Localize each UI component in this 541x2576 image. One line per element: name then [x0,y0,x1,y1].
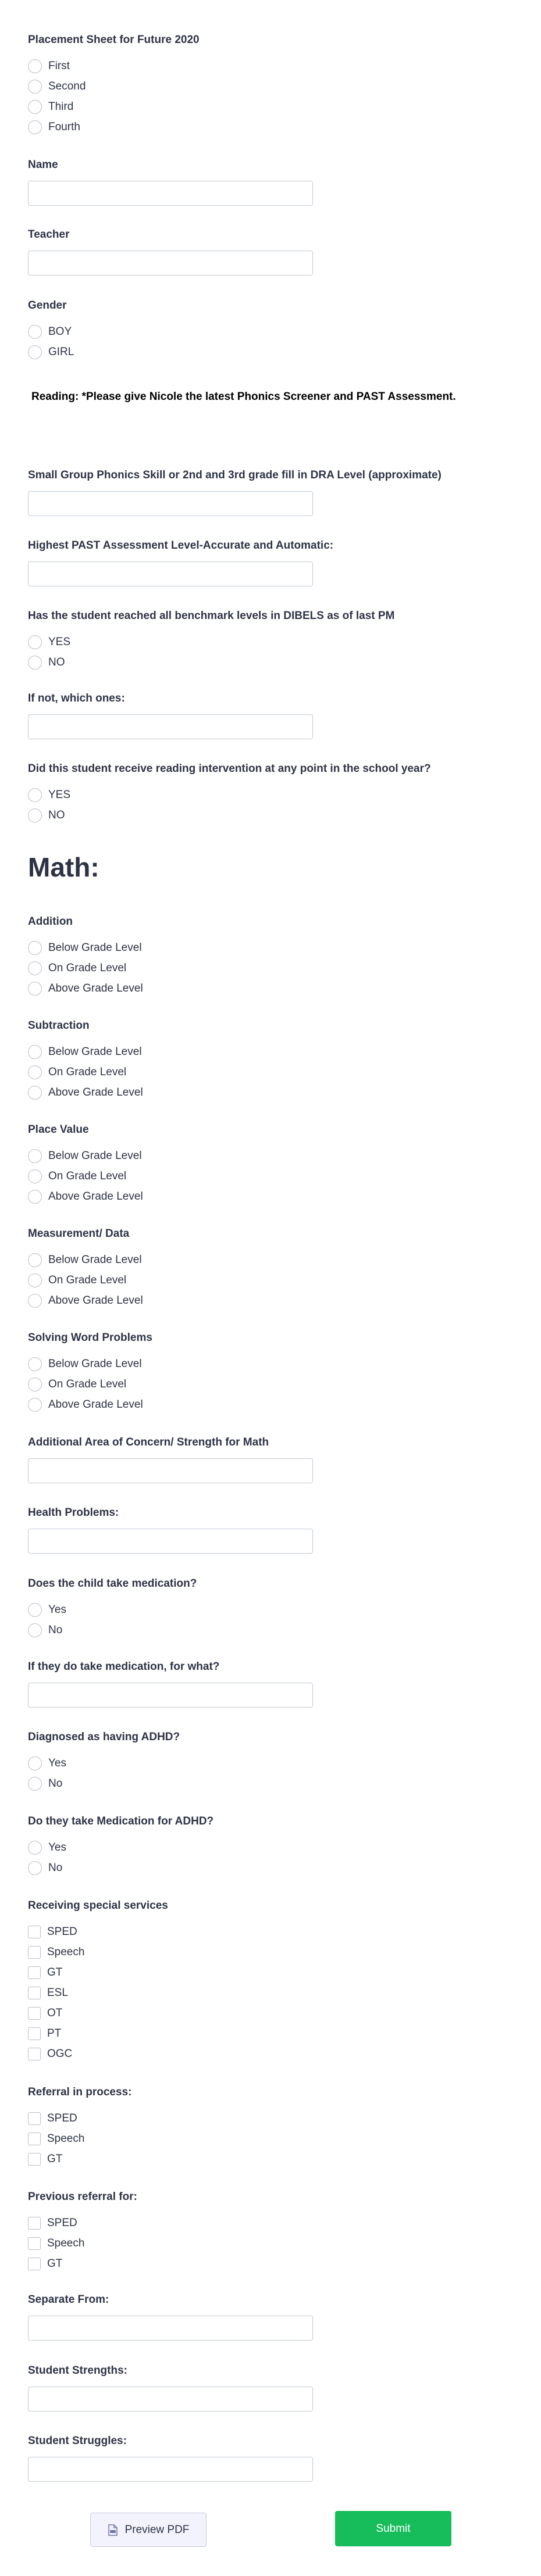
question-struggles [28,2434,513,2482]
radio-button[interactable] [28,961,42,975]
radio-option[interactable] [28,321,513,342]
question-label: Receiving special services [28,1899,168,1912]
checkbox-option[interactable] [28,2108,513,2128]
question-subtraction [28,1018,513,1103]
checkbox[interactable] [28,2217,41,2230]
question-adhd [28,1730,513,1794]
radio-button[interactable] [28,1623,42,1637]
radio-option[interactable] [28,1250,513,1270]
option-label: Speech [47,2237,85,2249]
checkbox-option[interactable] [28,2128,513,2149]
highest-past-input[interactable] [28,561,313,586]
option-label: Below Grade Level [48,1253,142,1266]
question-label: Has the student reached all benchmark levels in DIBELS as of last PM [28,610,395,622]
option-label: Above Grade Level [48,982,143,994]
radio-option[interactable] [28,785,513,805]
option-label: GT [47,2152,63,2165]
question-addition [28,914,513,999]
radio-button[interactable] [28,1190,42,1204]
option-label: BOY [48,325,72,338]
question-word-problems [28,1330,513,1415]
option-label: Yes [48,1603,66,1616]
struggles-input[interactable] [28,2457,313,2482]
question-teacher [28,227,513,276]
checkbox-option[interactable] [28,1962,513,1983]
option-label: GT [47,2257,63,2270]
radio-option[interactable] [28,56,513,76]
checkbox[interactable] [28,2257,41,2270]
option-label: OT [47,2006,63,2019]
option-label: Below Grade Level [48,1045,142,1058]
radio-button[interactable] [28,941,42,955]
name-input[interactable] [28,181,313,206]
radio-option[interactable] [28,1374,513,1394]
option-label: Fourth [48,120,80,133]
question-label: If they do take medication, for what? [28,1661,220,1673]
question-reading-intervention [28,761,513,825]
radio-option[interactable] [28,938,513,958]
preview-pdf-button[interactable] [90,2513,207,2547]
option-label: On Grade Level [48,1065,127,1078]
radio-button[interactable] [28,345,42,359]
option-label: SPED [47,2216,77,2229]
radio-option[interactable] [28,76,513,96]
option-label: Above Grade Level [48,1398,143,1411]
option-label: OGC [47,2047,73,2060]
question-label: Small Group Phonics Skill or 2nd and 3rd grade fill in DRA Level (approximate) [28,469,442,481]
checkbox[interactable] [28,1987,41,1999]
checkbox[interactable] [28,2237,41,2250]
radio-button[interactable] [28,1086,42,1100]
option-label: On Grade Level [48,1273,127,1286]
option-label: SPED [47,2112,77,2124]
option-label: NO [48,808,65,821]
question-previous-referral [28,2189,513,2274]
separate-from-input[interactable] [28,2316,313,2341]
question-label: Place Value [28,1124,89,1136]
question-measurement [28,1226,513,1311]
radio-button[interactable] [28,808,42,822]
option-label: YES [48,635,71,648]
radio-button[interactable] [28,788,42,802]
radio-option[interactable] [28,958,513,978]
checkbox-option[interactable] [28,2253,513,2274]
question-label: Solving Word Problems [28,1332,152,1344]
radio-button[interactable] [28,1045,42,1059]
checkbox[interactable] [28,1966,41,1979]
radio-button[interactable] [28,1777,42,1791]
radio-option[interactable] [28,1062,513,1082]
option-label: Second [48,80,86,92]
reading-note [31,389,517,405]
radio-button[interactable] [28,982,42,996]
radio-option[interactable] [28,1290,513,1311]
question-special-services [28,1898,513,2064]
question-separate-from [28,2292,513,2341]
radio-option[interactable] [28,1082,513,1103]
option-label: YES [48,788,71,801]
question-label: Additional Area of Concern/ Strength for Math [28,1436,269,1448]
radio-option[interactable] [28,652,513,672]
radio-button[interactable] [28,1841,42,1855]
radio-option[interactable] [28,1166,513,1186]
teacher-input[interactable] [28,251,313,276]
checkbox-option[interactable] [28,2213,513,2233]
radio-button[interactable] [28,1169,42,1183]
question-health [28,1505,513,1554]
radio-option[interactable] [28,1753,513,1773]
question-name [28,158,513,206]
checkbox[interactable] [28,1946,41,1959]
radio-option[interactable] [28,978,513,999]
option-label: Above Grade Level [48,1190,143,1203]
question-dibels [28,609,513,672]
radio-option[interactable] [28,342,513,362]
radio-button[interactable] [28,1861,42,1875]
radio-button[interactable] [28,120,42,134]
radio-option[interactable] [28,1186,513,1207]
question-label: If not, which ones: [28,692,125,704]
option-label: GIRL [48,345,74,358]
strengths-input[interactable] [28,2387,313,2412]
radio-button[interactable] [28,1065,42,1079]
question-place-value [28,1122,513,1207]
checkbox-option[interactable] [28,2149,513,2169]
radio-button[interactable] [28,325,42,339]
question-label: Highest PAST Assessment Level-Accurate and Automatic: [28,539,334,552]
pdf-icon [108,2524,118,2536]
radio-button[interactable] [28,59,42,73]
question-placement-sheet [28,33,513,137]
question-additional-area [28,1435,513,1483]
radio-option[interactable] [28,1600,513,1620]
question-label: Placement Sheet for Future 2020 [28,34,200,46]
checkbox-option[interactable] [28,1922,513,1942]
checkbox-option[interactable] [28,2233,513,2253]
option-label: SPED [47,1925,77,1938]
radio-option[interactable] [28,1354,513,1374]
radio-button[interactable] [28,1756,42,1770]
option-label: GT [47,1966,63,1978]
question-adhd-medication [28,1814,513,1878]
submit-button[interactable]: Submit [335,2511,451,2546]
question-label: Teacher [28,228,70,241]
question-label: Do they take Medication for ADHD? [28,1815,214,1827]
option-label: Below Grade Level [48,1357,142,1370]
radio-option[interactable] [28,117,513,137]
question-label: Student Struggles: [28,2435,127,2447]
option-label: First [48,59,70,72]
option-label: Speech [47,1945,85,1958]
option-label: On Grade Level [48,961,127,974]
radio-button[interactable] [28,656,42,670]
question-label: Student Strengths: [28,2364,127,2377]
radio-button[interactable] [28,1149,42,1163]
question-medication [28,1576,513,1640]
math-heading: Math: [28,852,99,882]
preview-pdf-label: Preview PDF [124,2523,190,2536]
checkbox[interactable] [28,1926,41,1938]
question-referral-in-process [28,2085,513,2169]
option-label: ESL [47,1986,68,1999]
checkbox-option[interactable] [28,2003,513,2023]
option-label: On Grade Level [48,1378,127,1390]
question-small-group [28,468,513,516]
question-label: Does the child take medication? [28,1577,197,1590]
checkbox[interactable] [28,2048,41,2060]
radio-option[interactable] [28,1270,513,1290]
math-section [28,851,513,883]
checkbox[interactable] [28,2007,41,2020]
radio-option[interactable] [28,1146,513,1166]
question-label: Subtraction [28,1019,90,1032]
question-label: Name [28,159,58,171]
question-label: Measurement/ Data [28,1228,130,1240]
radio-button[interactable] [28,1294,42,1308]
checkbox-option[interactable] [28,1942,513,1962]
option-label: PT [47,2027,62,2040]
additional-area-input[interactable] [28,1458,313,1483]
radio-option[interactable] [28,96,513,117]
question-if-not [28,691,513,739]
medication-for-input[interactable] [28,1683,313,1708]
checkbox-option[interactable] [28,2044,513,2064]
small-group-input[interactable] [28,491,313,516]
radio-option[interactable] [28,1620,513,1640]
question-label: Did this student receive reading intervention at any point in the school year? [28,763,431,775]
radio-option[interactable] [28,1394,513,1415]
option-label: Below Grade Level [48,1149,142,1162]
radio-button[interactable] [28,1603,42,1617]
reading-note-text: Reading: *Please give Nicole the latest Phonics Screener and PAST Assessment. [31,391,456,403]
radio-button[interactable] [28,80,42,94]
radio-option[interactable] [28,1042,513,1062]
radio-button[interactable] [28,635,42,649]
question-label: Gender [28,299,67,312]
radio-button[interactable] [28,1398,42,1412]
question-label: Separate From: [28,2294,109,2306]
radio-option[interactable] [28,1858,513,1878]
checkbox[interactable] [28,2027,41,2040]
question-label: Health Problems: [28,1507,119,1519]
option-label: No [48,1777,63,1790]
question-label: Diagnosed as having ADHD? [28,1731,180,1743]
option-label: Above Grade Level [48,1294,143,1307]
option-label: Third [48,100,74,113]
checkbox[interactable] [28,2153,41,2166]
checkbox-option[interactable] [28,2023,513,2044]
radio-button[interactable] [28,1273,42,1287]
radio-option[interactable] [28,1773,513,1794]
question-label: Referral in process: [28,2086,132,2098]
checkbox-option[interactable] [28,1983,513,2003]
option-label: No [48,1861,63,1874]
if-not-input[interactable] [28,714,313,739]
option-label: Below Grade Level [48,941,142,954]
checkbox[interactable] [28,2112,41,2125]
question-medication-for [28,1659,513,1708]
question-highest-past [28,538,513,586]
option-label: Yes [48,1841,66,1854]
radio-option[interactable] [28,1837,513,1858]
question-label: Addition [28,915,73,928]
option-label: Yes [48,1756,66,1769]
radio-option[interactable] [28,632,513,652]
question-strengths [28,2363,513,2412]
checkbox[interactable] [28,2133,41,2145]
radio-button[interactable] [28,1253,42,1267]
question-label: Previous referral for: [28,2191,137,2203]
radio-button[interactable] [28,1357,42,1371]
radio-button[interactable] [28,100,42,114]
option-label: NO [48,656,65,668]
radio-option[interactable] [28,805,513,825]
health-input[interactable] [28,1529,313,1554]
question-gender [28,298,513,362]
radio-button[interactable] [28,1378,42,1391]
option-label: Above Grade Level [48,1086,143,1099]
option-label: Speech [47,2132,85,2145]
option-label: No [48,1623,63,1636]
option-label: On Grade Level [48,1169,127,1182]
